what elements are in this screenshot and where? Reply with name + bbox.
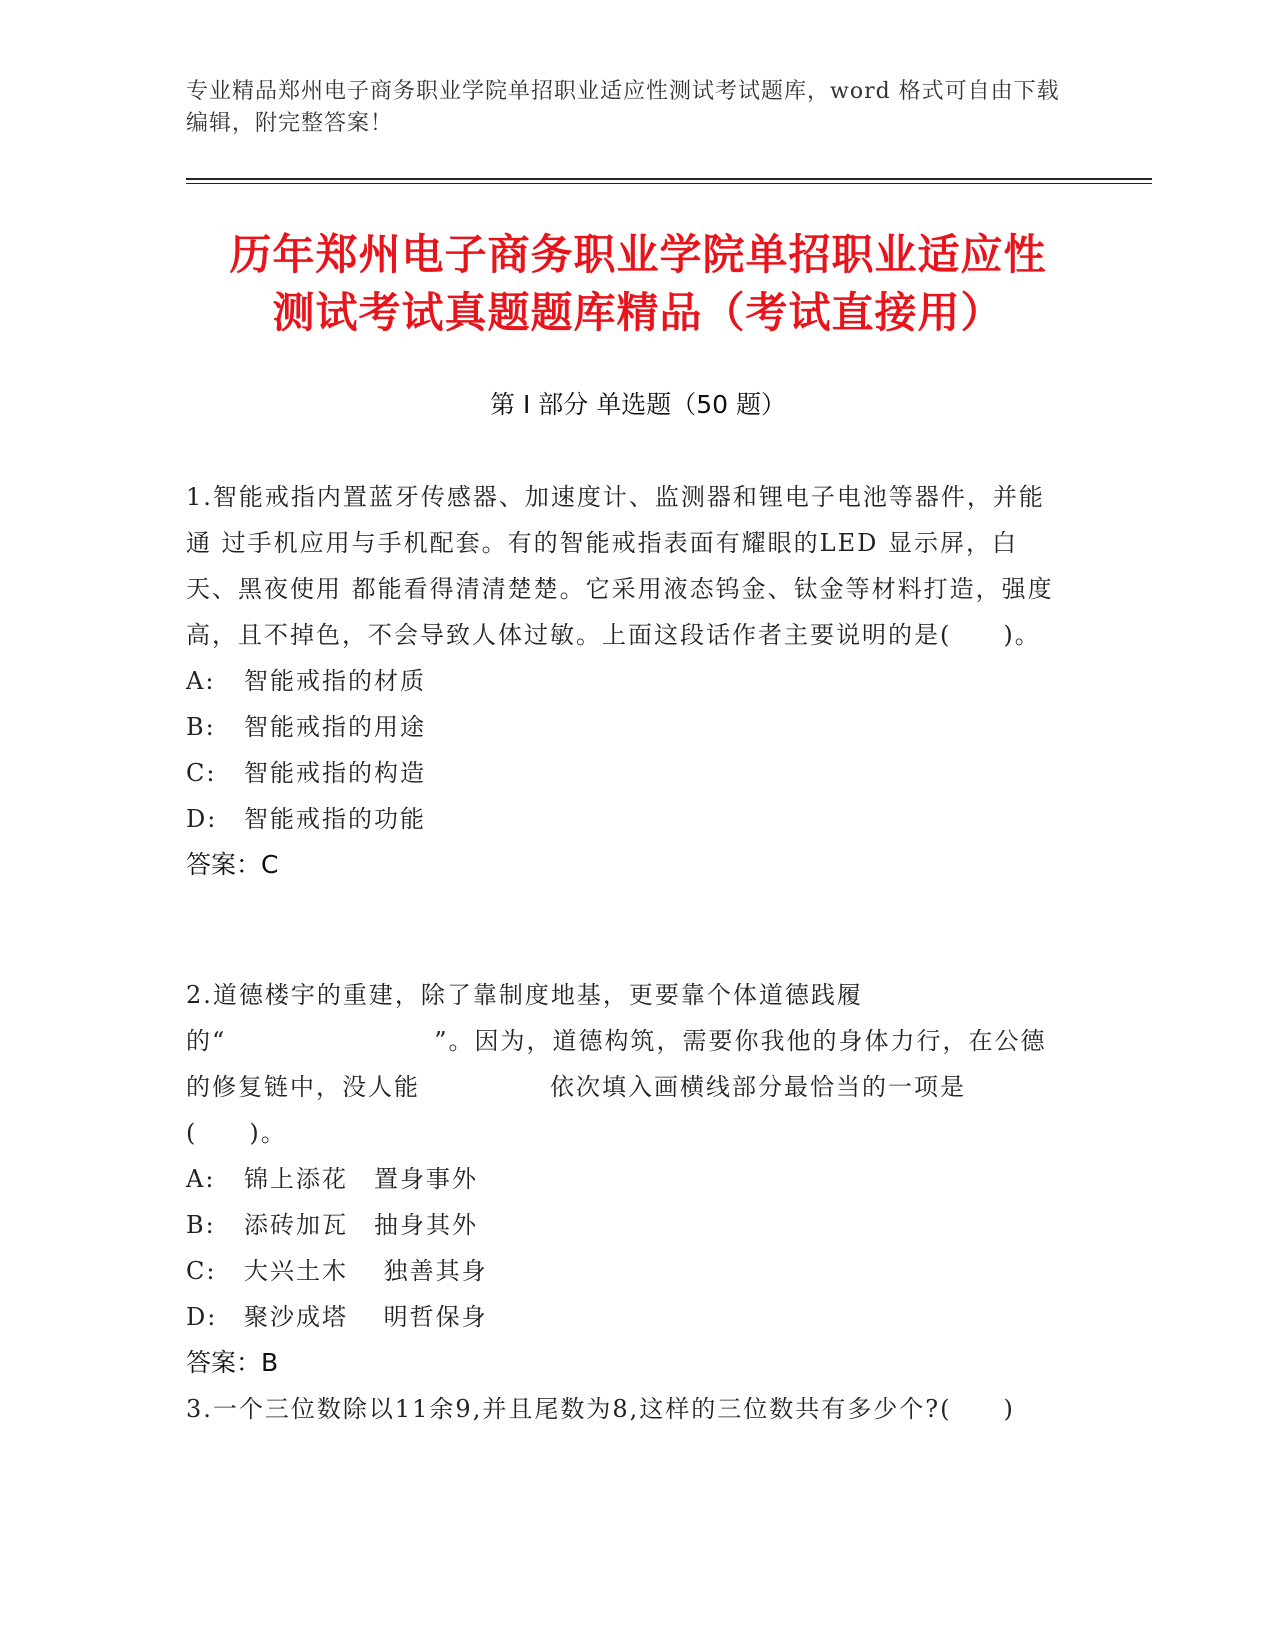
option-text: 锦上添花 置身事外 bbox=[244, 1165, 478, 1193]
option-text: 智能戒指的用途 bbox=[244, 713, 426, 741]
question-2 bbox=[186, 972, 1066, 1386]
option-b bbox=[186, 704, 1066, 750]
option-key: C: bbox=[186, 1257, 217, 1285]
header-divider-thin bbox=[186, 183, 1152, 184]
answer-line: 答案：C bbox=[186, 850, 279, 879]
question-stem: 2.道德楼宇的重建，除了靠制度地基，更要靠个体道德践履的“ ”。因为，道德构筑，需要你我他的身体力行，在公德的修复链中，没人能 依次填入画横线部分最恰当的一项是( )。 bbox=[186, 981, 1047, 1147]
document-title-line-1: 历年郑州电子商务职业学院单招职业适应性 bbox=[229, 230, 1047, 279]
option-list bbox=[186, 658, 1066, 842]
option-d bbox=[186, 1294, 1066, 1340]
option-c bbox=[186, 1248, 1066, 1294]
option-b bbox=[186, 1202, 1066, 1248]
option-key: C: bbox=[186, 759, 217, 787]
option-key: A: bbox=[186, 1165, 216, 1193]
option-text: 大兴土木 独善其身 bbox=[244, 1257, 488, 1285]
option-a bbox=[186, 1156, 1066, 1202]
question-1 bbox=[186, 474, 1066, 888]
question-stem: 3.一个三位数除以11余9,并且尾数为8,这样的三位数共有多少个?( ) bbox=[186, 1395, 1015, 1423]
option-c bbox=[186, 750, 1066, 796]
option-a bbox=[186, 658, 1066, 704]
option-key: B: bbox=[186, 1211, 216, 1239]
option-d bbox=[186, 796, 1066, 842]
question-3 bbox=[186, 1386, 1066, 1432]
option-key: D: bbox=[186, 805, 218, 833]
section-title: 第 I 部分 单选题（50 题） bbox=[490, 390, 786, 419]
header-note: 专业精品郑州电子商务职业学院单招职业适应性测试考试题库，word 格式可自由下载编辑，附完整答案！ bbox=[186, 79, 1060, 136]
option-text: 聚沙成塔 明哲保身 bbox=[244, 1303, 488, 1331]
document-title-line-2: 测试考试真题题库精品（考试直接用） bbox=[272, 288, 1004, 337]
header-divider-thick bbox=[186, 178, 1152, 180]
answer-line: 答案：B bbox=[186, 1348, 279, 1377]
option-key: B: bbox=[186, 713, 216, 741]
option-text: 智能戒指的功能 bbox=[244, 805, 426, 833]
option-text: 添砖加瓦 抽身其外 bbox=[244, 1211, 478, 1239]
question-stem: 1.智能戒指内置蓝牙传感器、加速度计、监测器和锂电子电池等器件，并能通 过手机应用与手机配套。有的智能戒指表面有耀眼的LED 显示屏，白天、黑夜使用 都能看得清清楚楚。它采用液态钨金、钛金等材料打造，强度高，且不掉色，不会导致人体过敏。上面这段话作者主要说明的是( )。 bbox=[186, 483, 1054, 649]
option-key: A: bbox=[186, 667, 216, 695]
option-text: 智能戒指的材质 bbox=[244, 667, 426, 695]
document-title bbox=[186, 226, 1090, 342]
option-text: 智能戒指的构造 bbox=[244, 759, 426, 787]
option-list bbox=[186, 1156, 1066, 1340]
option-key: D: bbox=[186, 1303, 218, 1331]
